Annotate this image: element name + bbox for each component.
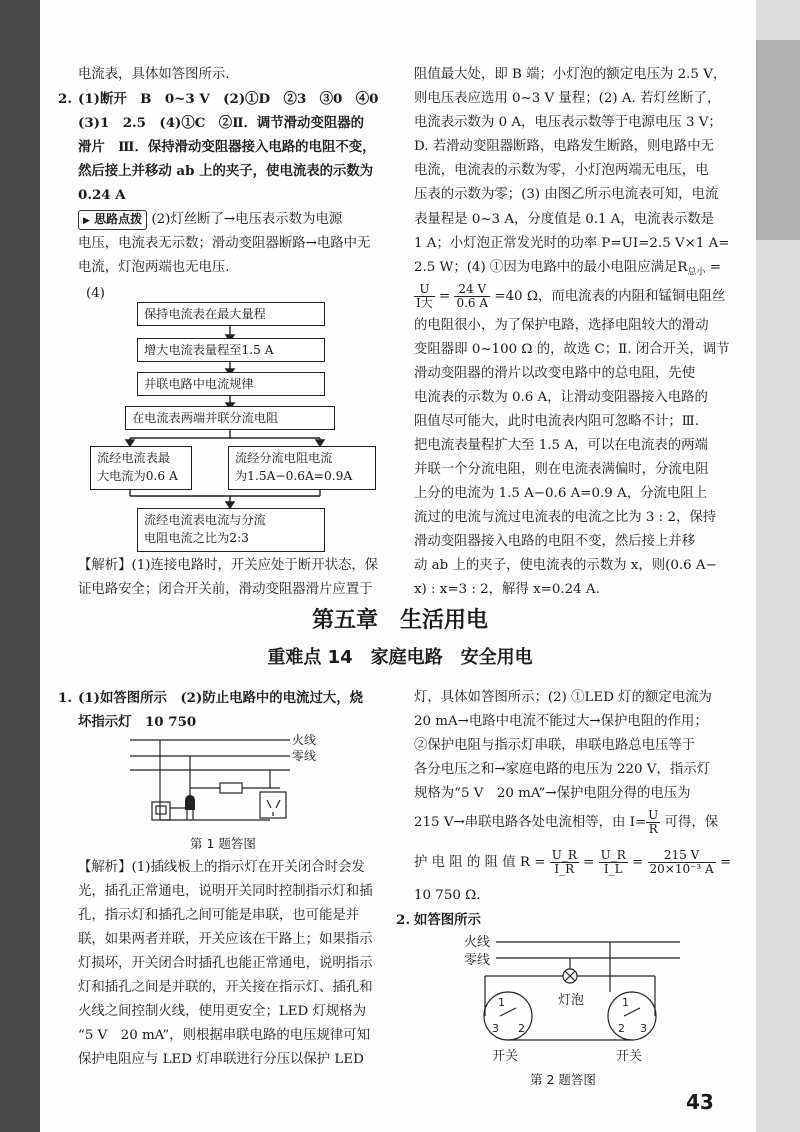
q2-answer-line-3: 滑片 Ⅲ．保持滑动变阻器接入电路的电阻不变， (78, 139, 376, 155)
flow-box-5-line-2: 大电流为0.6 A (97, 469, 178, 483)
arrow-icon: ▶ (83, 216, 90, 226)
fig2-switch-1-label: 开关 (492, 1049, 519, 1064)
right-line-10-eq: = (434, 289, 455, 304)
frac-ur: U_R (551, 848, 577, 862)
fig2-switch-2-body (608, 992, 656, 1040)
fig1-switch-icon (156, 806, 166, 814)
s2-analysis-line-1: 【解析】(1)插线板上的指示灯在开关闭合时会发 (78, 860, 365, 875)
right-tab-marker (756, 40, 800, 240)
frac2-num: 24 V (454, 283, 490, 297)
right-line-9-sub: 总小 (687, 267, 706, 278)
tip-line-3: 电流，灯泡两端也无电压. (78, 260, 230, 275)
right-line-13: 滑动变阻器的滑片以改变电路中的总电阻，先使 (414, 366, 696, 381)
flow-box-1: 保持电流表在最大量程 (137, 302, 325, 326)
frac-215v: 215 V (648, 849, 716, 863)
right-line-10 (414, 280, 725, 314)
right-line-4: D. 若滑动变阻器断路，电路发生断路，则电路中无 (414, 139, 714, 154)
s2-right-line-6-b: 可得，保 (660, 815, 719, 830)
s2-right-line-1: 灯，具体如答图所示；(2) ①LED 灯的额定电流为 (414, 690, 712, 705)
s2-q1-answer-line-2: 坏指示灯 10 750 (78, 714, 197, 730)
fig1-resistor (220, 783, 242, 793)
flow-box-3: 并联电路中电流规律 (137, 372, 325, 396)
fig2-bulb-label: 灯泡 (558, 993, 585, 1008)
page-number: 43 (686, 1090, 714, 1114)
q2-answer-line-5: 0.24 A (78, 187, 126, 203)
figure-1-circuit (130, 728, 330, 838)
s2-analysis-line-3: 孔，指示灯和插孔之间可能是串联，也可能是并 (78, 908, 360, 923)
s2-analysis-line-2: 光，插孔正常通电，说明开关同时控制指示灯和插 (78, 884, 373, 899)
right-line-10-rest: =40 Ω，而电流表的内阻和锰铜电阻丝 (490, 289, 726, 304)
fig1-socket-pin-1 (267, 800, 271, 808)
fraction-ur-over-ir (550, 849, 579, 876)
right-line-7: 表量程是 0~3 A，分度值是 0.1 A，电流表示数是 (414, 212, 715, 227)
fraction-24v-over-06a (454, 283, 490, 310)
flow-box-4: 在电流表两端并联分流电阻 (125, 406, 335, 430)
tip-badge (78, 210, 147, 230)
right-line-16: 把电流表量程扩大至 1.5 A，可以在电流表的两端 (414, 438, 708, 453)
q2-answer-line-1: (1)断开 B 0~3 V (2)①D ②3 ③0 ④0 (78, 91, 379, 107)
tip-text-1: (2)灯丝断了→电压表示数为电源 (151, 212, 343, 227)
s2-q2-answer: 如答图所示 (414, 912, 481, 928)
fig1-neutral-label: 零线 (292, 749, 317, 763)
s2-analysis-line-8: “5 V 20 mA”，则根据串联电路的电压规律可知 (78, 1028, 371, 1043)
fig1-socket-pin-2 (276, 800, 280, 808)
fig2-s2-term-1: 1 (622, 996, 629, 1009)
q2-answer-line-4: 然后接上并移动 ab 上的夹子，使电流表的示数为 (78, 163, 374, 179)
right-line-14: 电流表的示数为 0.6 A，让滑动变阻器接入电路的 (414, 390, 708, 405)
flow-box-6-line-1: 流经分流电阻电流 (235, 451, 333, 465)
frac2-den: 0.6 A (456, 296, 489, 310)
s2-analysis-line-4: 联，如果两者并联，开关应该在干路上；如果指示 (78, 932, 373, 947)
flow-box-5-line-1: 流经电流表最 (97, 451, 171, 465)
right-line-9-end: = (705, 260, 721, 275)
fig2-switch-1-blade (500, 1008, 516, 1016)
frac-u: U (648, 808, 659, 822)
s2-right-line-5: 规格为“5 V 20 mA”→保护电阻分得的电压为 (414, 786, 691, 801)
analysis-line-2: 证电路安全；闭合开关前，滑动变阻器滑片应置于 (78, 582, 373, 597)
s2-right-line-4: 各分电压之和→家庭电路的电压为 220 V，指示灯 (414, 762, 710, 777)
s2-right-line-7-a: 护 电 阻 的 阻 值 R = (414, 855, 546, 870)
s2-right-line-6 (414, 806, 718, 840)
figure-2-circuit (460, 930, 680, 1065)
s2-right-line-3: ②保护电阻与指示灯串联，串联电路总电压等于 (414, 738, 696, 753)
tip-line-4: (4) (86, 286, 105, 301)
frac-r: R (648, 822, 658, 836)
flow-box-2: 增大电流表量程至1.5 A (137, 338, 325, 362)
right-line-21: 动 ab 上的夹子，使电流表的示数为 x，则(0.6 A− (414, 558, 717, 573)
flow-box-6 (228, 446, 376, 490)
fig2-caption: 第 2 题答图 (530, 1072, 596, 1087)
right-line-17: 并联一个分流电阻，则在电流表满偏时，分流电阻 (414, 462, 709, 477)
right-line-3: 电流表示数为 0 A，电压表示数等于电源电压 3 V； (414, 115, 722, 130)
analysis-line-1: 【解析】(1)连接电路时，开关应处于断开状态，保 (78, 558, 379, 573)
frac-20ma: 20×10⁻³ A (649, 862, 714, 876)
right-line-2: 则电压表应选用 0~3 V 量程；(2) A. 若灯丝断了， (414, 91, 721, 106)
fig2-s2-term-2: 2 (618, 1022, 625, 1035)
s2-question-2-number: 2. (396, 912, 410, 928)
flow-box-7-line-2: 电阻电流之比为2:3 (144, 531, 249, 545)
fig2-switch-2-blade (624, 1008, 640, 1016)
fig2-s2-term-3: 3 (640, 1022, 647, 1035)
s2-q1-answer-line-1: (1)如答图所示 (2)防止电路中的电流过大，烧 (78, 690, 364, 706)
fig1-caption: 第 1 题答图 (190, 836, 256, 851)
right-line-6: 压表的示数为零；(3) 由图乙所示电流表可知，电流 (414, 187, 719, 202)
right-line-1: 阻值最大处，即 B 端；小灯泡的额定电压为 2.5 V， (414, 67, 727, 82)
flow-box-7-line-1: 流经电流表电流与分流 (144, 513, 266, 527)
right-line-11: 的电阻很小，为了保护电路，选择电阻较大的滑动 (414, 318, 709, 333)
right-line-8: 1 A；小灯泡正常发光时的功率 P=UI=2.5 V×1 A= (414, 236, 730, 251)
frac-ur-2: U_R (600, 848, 626, 862)
flow-box-7 (137, 508, 325, 552)
tip-line-2: 电压，电流表无示数；滑动变阻器断路→电路中无 (78, 236, 371, 251)
fig1-switch-box (152, 802, 170, 820)
s2-analysis-line-9: 保护电阻应与 LED 灯串联进行分压以保护 LED (78, 1052, 364, 1067)
q2-answer-line-2: (3)1 2.5 (4)①C ②Ⅱ．调节滑动变阻器的 (78, 115, 365, 131)
fig2-live-label: 火线 (464, 935, 491, 950)
s2-question-1-number: 1. (58, 690, 72, 706)
tip-badge-label: 思路点拨 (94, 212, 143, 226)
section-title: 重难点 14 家庭电路 安全用电 (267, 647, 533, 668)
left-line-1: 电流表，具体如答图所示. (78, 67, 230, 82)
right-line-18: 上分的电流为 1.5 A−0.6 A=0.9 A，分流电阻上 (414, 486, 708, 501)
fraction-u-over-imax (414, 283, 435, 310)
s2-right-line-8: 10 750 Ω. (414, 888, 481, 903)
s2-right-line-2: 20 mA→电路中电流不能过大→保护电阻的作用； (414, 714, 708, 729)
s2-right-line-6-a: 215 V→串联电路各处电流相等，由 I= (414, 815, 647, 830)
tip-line-1 (78, 208, 342, 232)
fig2-neutral-label: 零线 (464, 953, 491, 968)
fig2-s1-term-1: 1 (498, 996, 505, 1009)
right-line-22: x) : x=3 : 2，解得 x=0.24 A. (414, 582, 600, 597)
right-line-20: 滑动变阻器接入电路的电阻不变，然后接上并移 (414, 534, 696, 549)
fig2-s1-term-2: 2 (518, 1022, 525, 1035)
fig2-switch-2-label: 开关 (616, 1049, 643, 1064)
frac-il: I_L (603, 862, 623, 876)
frac-num: U (414, 283, 435, 297)
s2-right-line-7: 护 电 阻 的 阻 值 R = $\frac{U\_R}{I\_R}$ = $\frac{U\_R}{I\_L}$ = $\frac{215 V}{\text{20×10⁻³ A}}$ = (414, 848, 732, 876)
s2-analysis-line-7: 火线之间控制火线，使用更安全；LED 灯规格为 (78, 1004, 367, 1019)
frac-ir: I_R (554, 862, 575, 876)
right-line-5: 电流，电流表的示数为零，小灯泡两端无电压，电 (414, 163, 709, 178)
chapter-title: 第五章 生活用电 (311, 608, 488, 633)
right-line-9-text: 2.5 W；(4) ①因为电路中的最小电阻应满足R (414, 260, 688, 275)
fig1-live-label: 火线 (292, 733, 317, 747)
fig2-s1-term-3: 3 (492, 1022, 499, 1035)
left-binding-edge (0, 0, 40, 1132)
flow-box-6-line-2: 为1.5A−0.6A=0.9A (235, 469, 353, 483)
right-line-15: 阻值尽可能大，此时电流表内阻可忽略不计；Ⅲ. (414, 414, 699, 429)
question-2-number: 2. (58, 91, 72, 107)
s2-analysis-line-5: 灯损坏，开关闭合时插孔也能正常通电，说明指示 (78, 956, 373, 971)
flow-box-5 (90, 446, 192, 490)
fraction-ur-over-il (599, 849, 628, 876)
fraction-215v (648, 849, 716, 876)
frac-den: I大 (416, 296, 433, 310)
fraction-u-over-r (646, 809, 660, 836)
right-line-12: 变阻器即 0~100 Ω 的，故选 C；Ⅱ. 闭合开关，调节 (414, 342, 730, 357)
right-line-19: 流过的电流与流过电流表的电流之比为 3 : 2，保持 (414, 510, 717, 525)
s2-analysis-line-6: 灯和插孔之间是并联的，开关接在指示灯、插孔和 (78, 980, 373, 995)
fig1-led-bulb-icon (185, 795, 195, 810)
